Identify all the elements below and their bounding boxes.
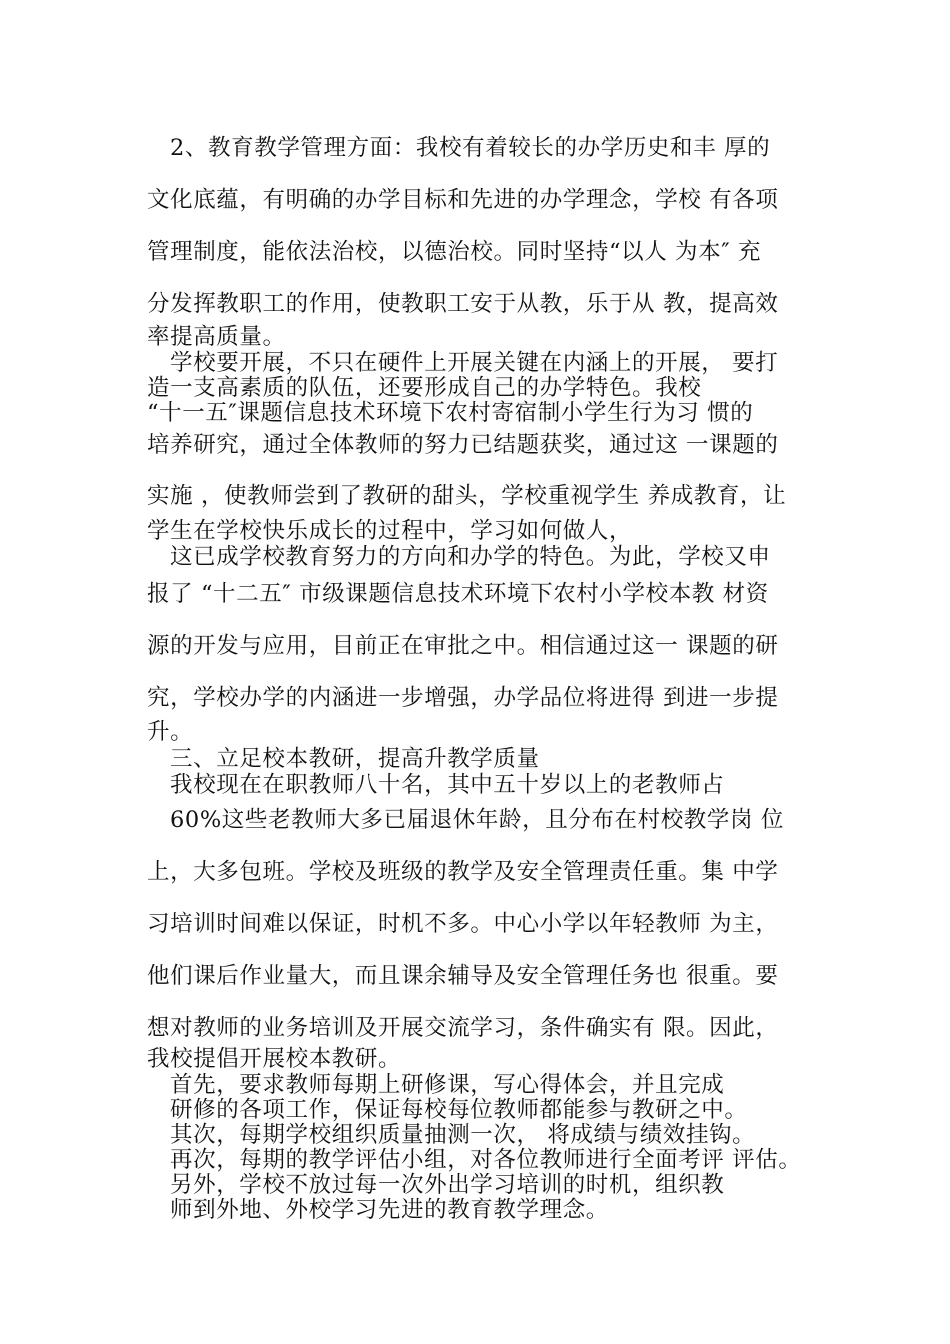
text-line: 这已成学校教育努力的方向和办学的特色。为此，学校又申 [170, 544, 771, 570]
text-line: 他们课后作业量大，而且课余辅导及安全管理任务也 很重。要 [147, 963, 779, 989]
text-line: 再次，每期的教学评估小组，对各位教师进行全面考评 评估。 [170, 1147, 802, 1173]
text-line: “十一五″课题信息技术环境下农村寄宿制小学生行为习 惯的 [147, 400, 754, 426]
text-line: 实施 ，使教师尝到了教研的甜头，学校重视学生 养成教育，让 [147, 483, 787, 509]
text-line: 2、教育教学管理方面：我校有着较长的办学历史和丰 厚的 [170, 135, 771, 161]
text-line: 文化底蕴，有明确的办学目标和先进的办学理念，学校 有各项 [147, 187, 779, 213]
text-line: 首先，要求教师每期上研修课，写心得体会，并且完成 [170, 1072, 725, 1098]
text-line: 我校提倡开展校本教研。 [147, 1046, 402, 1072]
text-line: 究，学校办学的内涵进一步增强，办学品位将进得 到进一步提 [147, 685, 779, 711]
text-line: 升。 [147, 719, 194, 745]
text-line: 率提高质量。 [147, 324, 286, 350]
text-line: 60%这些老教师大多已届退休年龄，且分布在村校教学岗 位 [170, 807, 784, 833]
text-line: 学生在学校快乐成长的过程中，学习如何做人， [147, 518, 633, 544]
text-line: 源的开发与应用，目前正在审批之中。相信通过这一 课题的研 [147, 633, 779, 659]
text-line: 习培训时间难以保证，时机不多。中心小学以年轻教师 为主， [147, 911, 779, 937]
text-line: 师到外地、外校学习先进的教育教学理念。 [170, 1197, 609, 1223]
text-line: 我校现在在职教师八十名，其中五十岁以上的老教师占 [170, 772, 725, 798]
text-line: 另外，学校不放过每一次外出学习培训的时机，组织教 [170, 1172, 725, 1198]
text-line: 其次，每期学校组织质量抽测一次， 将成绩与绩效挂钩。 [170, 1122, 756, 1148]
text-line: 学校要开展，不只在硬件上开展关键在内涵上的开展， 要打 [170, 350, 779, 376]
text-line: 管理制度，能依法治校，以德治校。同时坚持“以人 为本″ 充 [147, 239, 762, 265]
text-line: 培养研究，通过全体教师的努力已结题获奖，通过这 一课题的 [147, 432, 779, 458]
text-line: 分发挥教职工的作用，使教职工安于从教，乐于从 教，提高效 [147, 291, 779, 317]
section-heading: 三、立足校本教研，提高升教学质量 [170, 746, 540, 772]
text-line: 上，大多包班。学校及班级的教学及安全管理责任重。集 中学 [147, 859, 779, 885]
text-line: 报了 “十二五″ 市级课题信息技术环境下农村小学校本教 材资 [147, 581, 769, 607]
text-line: 研修的各项工作，保证每校每位教师都能参与教研之中。 [170, 1097, 748, 1123]
text-line: 造一支高素质的队伍，还要形成自己的办学特色。我校 [147, 375, 702, 401]
text-line: 想对教师的业务培训及开展交流学习，条件确实有 限。因此， [147, 1015, 779, 1041]
